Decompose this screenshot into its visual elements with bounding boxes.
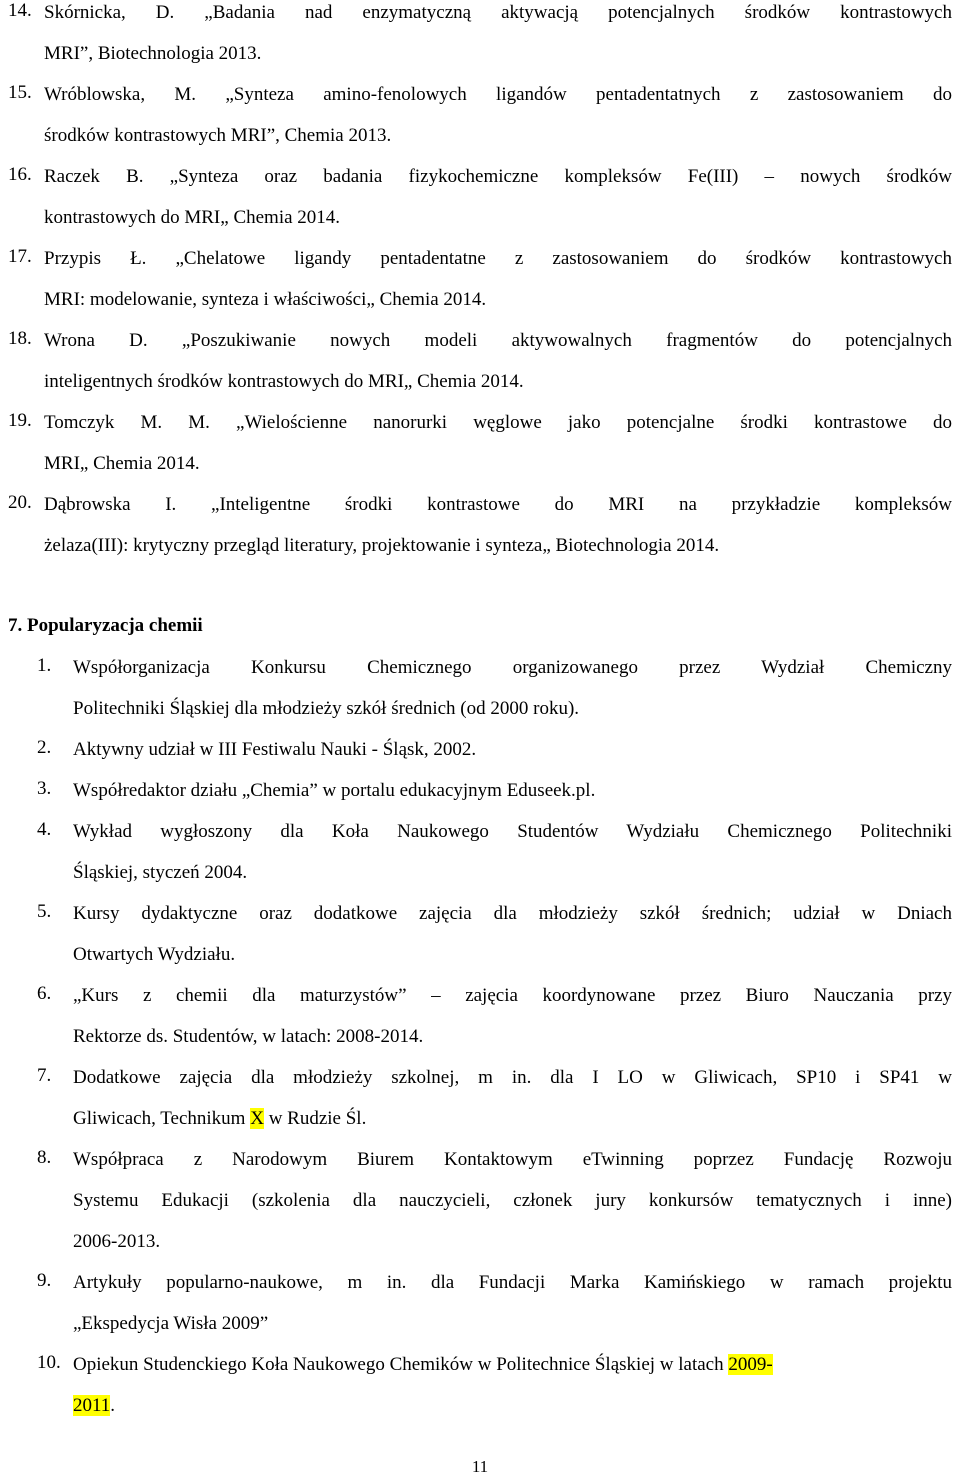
item-text-line: „Ekspedycja Wisła 2009” (73, 1313, 269, 1334)
item-text-segment: w Rudzie Śl. (263, 1108, 367, 1129)
reference-text-line: żelaza(III): krytyczny przegląd literatury, projektowanie i synteza„ Biotechnologia 2014. (44, 535, 720, 556)
reference-number: 17. (8, 246, 32, 267)
reference-number: 14. (8, 0, 32, 21)
item-number: 7. (37, 1065, 52, 1086)
item-text-line (73, 1393, 952, 1434)
reference-text-line: MRI„ Chemia 2014. (44, 453, 200, 474)
item-text-line: 2006-2013. (73, 1231, 161, 1252)
highlighted-text: 2009- (728, 1354, 773, 1375)
page-number: 11 (471, 1457, 489, 1476)
item-text-line: Dodatkowe zajęcia dla młodzieży szkolnej, m in. dla I LO w Gliwicach, SP10 i SP41 w (73, 1067, 952, 1088)
reference-text-line: Tomczyk M. M. „Wielościenne nanorurki węglowe jako potencjalne środki kontrastowe do (44, 412, 952, 433)
reference-text-line: Wrona D. „Poszukiwanie nowych modeli aktywowalnych fragmentów do potencjalnych (44, 330, 952, 351)
reference-number: 18. (8, 328, 32, 349)
reference-text-line: kontrastowych do MRI„ Chemia 2014. (44, 207, 341, 228)
item-text-line: Współredaktor działu „Chemia” w portalu edukacyjnym Eduseek.pl. (73, 780, 596, 801)
item-text-segment: Opiekun Studenckiego Koła Naukowego Chemików w Politechnice Śląskiej w latach (73, 1354, 729, 1375)
highlighted-text: X (250, 1108, 264, 1129)
reference-number: 15. (8, 82, 32, 103)
reference-text-line: Raczek B. „Synteza oraz badania fizykochemiczne kompleksów Fe(III) – nowych środków (44, 166, 952, 187)
item-text-line: Rektorze ds. Studentów, w latach: 2008-2014. (73, 1026, 424, 1047)
item-text-segment: . (110, 1395, 116, 1416)
item-number: 8. (37, 1147, 52, 1168)
reference-text-line: Przypis Ł. „Chelatowe ligandy pentadentatne z zastosowaniem do środków kontrastowych (44, 248, 952, 269)
item-text-line: Wykład wygłoszony dla Koła Naukowego Studentów Wydziału Chemicznego Politechniki (73, 821, 952, 842)
item-text-line (73, 1352, 952, 1393)
reference-number: 19. (8, 410, 32, 431)
reference-number: 20. (8, 492, 32, 513)
item-text-line: Otwartych Wydziału. (73, 944, 236, 965)
reference-text-line: środków kontrastowych MRI”, Chemia 2013. (44, 125, 392, 146)
item-text-line: Aktywny udział w III Festiwalu Nauki - Śląsk, 2002. (73, 739, 477, 760)
reference-text-line: Dąbrowska I. „Inteligentne środki kontrastowe do MRI na przykładzie kompleksów (44, 494, 952, 515)
highlighted-text: 2011 (73, 1395, 111, 1416)
item-number: 1. (37, 655, 52, 676)
item-text-line: Artykuły popularno-naukowe, m in. dla Fundacji Marka Kamińskiego w ramach projektu (73, 1272, 952, 1293)
item-text-line: Politechniki Śląskiej dla młodzieży szkół średnich (od 2000 roku). (73, 698, 580, 719)
item-text-line: Współorganizacja Konkursu Chemicznego organizowanego przez Wydział Chemiczny (73, 657, 952, 678)
reference-number: 16. (8, 164, 32, 185)
item-number: 6. (37, 983, 52, 1004)
item-number: 10. (37, 1352, 61, 1373)
item-number: 2. (37, 737, 52, 758)
item-text-line: Śląskiej, styczeń 2004. (73, 862, 248, 883)
item-text-line: „Kurs z chemii dla maturzystów” – zajęcia koordynowane przez Biuro Nauczania przy (73, 985, 952, 1006)
reference-text-line: inteligentnych środków kontrastowych do MRI„ Chemia 2014. (44, 371, 524, 392)
item-number: 4. (37, 819, 52, 840)
reference-text-line: Wróblowska, M. „Synteza amino-fenolowych ligandów pentadentatnych z zastosowaniem do (44, 84, 952, 105)
item-text-line: Kursy dydaktyczne oraz dodatkowe zajęcia dla młodzieży szkół średnich; udział w Dniach (73, 903, 952, 924)
item-text-line: Współpraca z Narodowym Biurem Kontaktowym eTwinning poprzez Fundację Rozwoju (73, 1149, 952, 1170)
reference-text-line: MRI: modelowanie, synteza i właściwości„ Chemia 2014. (44, 289, 487, 310)
item-text-line (73, 1106, 952, 1147)
item-text-line: Systemu Edukacji (szkolenia dla nauczycieli, członek jury konkursów tematycznych i inne) (73, 1190, 952, 1211)
reference-text-line: MRI”, Biotechnologia 2013. (44, 43, 262, 64)
section-heading: 7. Popularyzacja chemii (8, 615, 203, 636)
item-number: 5. (37, 901, 52, 922)
item-number: 9. (37, 1270, 52, 1291)
item-text-segment: Gliwicach, Technikum (73, 1108, 251, 1129)
item-number: 3. (37, 778, 52, 799)
reference-text-line: Skórnicka, D. „Badania nad enzymatyczną aktywacją potencjalnych środków kontrastowych (44, 2, 952, 23)
